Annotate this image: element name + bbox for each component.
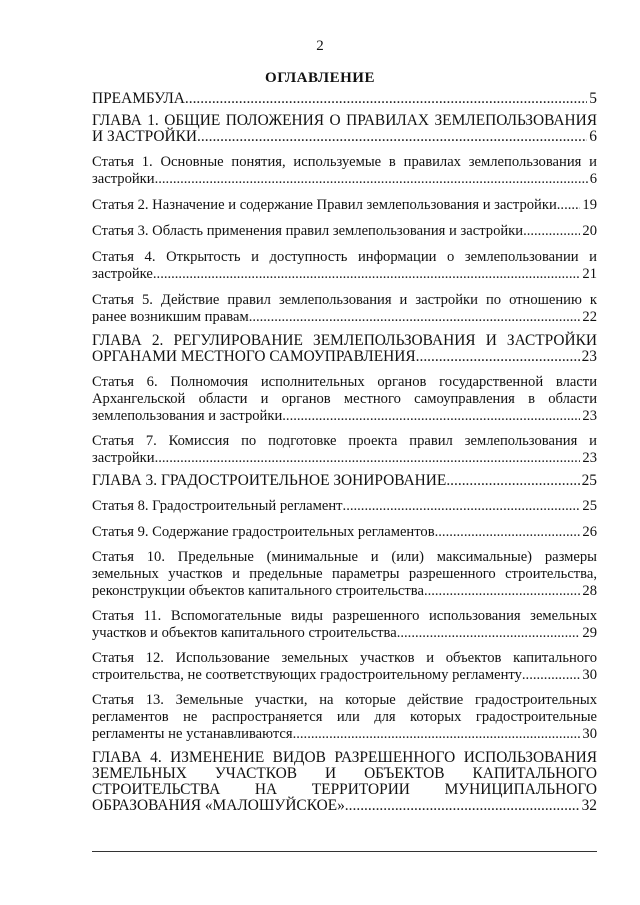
toc-chapter-entry[interactable] [92,333,597,365]
toc-dot-leader [282,408,580,425]
toc-entry-title: застройки [92,171,155,187]
toc-entry-title: землепользования и застройки [92,408,283,424]
toc-page-number: 21 [582,266,597,282]
toc-article-entry[interactable] [92,249,597,283]
toc-article-entry[interactable] [92,223,597,240]
toc-page-number: 6 [589,171,597,187]
toc-entry-title: Статья 9. Содержание градостроительных регламентов [92,524,435,540]
toc-entry-text-line: ГЛАВА 4. ИЗМЕНЕНИЕ ВИДОВ РАЗРЕШЕННОГО ИСПОЛЬЗОВАНИЯ [92,749,597,766]
toc-dot-leader [197,129,587,145]
toc-article-entry[interactable] [92,498,597,515]
toc-entry-leader-line [92,450,597,467]
toc-dot-leader [155,171,588,188]
toc-page-number: 28 [582,583,597,599]
toc-page-number: 32 [581,797,597,814]
toc-page-number: 30 [582,726,597,742]
toc-entry-leader-line [92,266,597,283]
toc-entry-text-line: ЗЕМЕЛЬНЫХ УЧАСТКОВ И ОБЪЕКТОВ КАПИТАЛЬНОГО [92,765,597,782]
page-number: 2 [316,38,324,54]
toc-entry-text-line: Статья 1. Основные понятия, используемые в правилах землепользования и [92,154,597,170]
toc-entry-text-line: земельных участков и предельные параметры разрешенного строительства, [92,566,597,582]
toc-entry-text-line: Статья 5. Действие правил землепользования и застройки по отношению к [92,292,597,308]
toc-entry-title: И ЗАСТРОЙКИ [92,128,198,145]
toc-article-entry[interactable] [92,197,597,214]
toc-dot-leader [153,266,581,283]
toc-entry-title: ОБРАЗОВАНИЯ «МАЛОШУЙСКОЕ» [92,797,345,814]
toc-entry-title: регламенты не устанавливаются [92,726,293,742]
toc-entry-leader-line [92,498,597,515]
toc-page-number: 5 [589,90,597,107]
toc-entry-leader-line [92,667,597,684]
toc-entry-text-line: Статья 11. Вспомогательные виды разрешенного использования земельных [92,608,597,624]
toc-article-entry[interactable] [92,549,597,600]
toc-article-entry[interactable] [92,154,597,188]
toc-dot-leader [345,798,580,814]
toc-entry-leader-line [92,583,597,600]
toc-entry-text-line: Статья 4. Открытость и доступность информации о землепользовании и [92,249,597,265]
toc-entry-title: застройки [92,450,155,466]
toc-dot-leader [343,498,581,515]
toc-entry-title: ОРГАНАМИ МЕСТНОГО САМОУПРАВЛЕНИЯ [92,348,416,365]
toc-entry-title: ПРЕАМБУЛА [92,90,185,107]
table-of-contents [92,91,597,814]
toc-entry-text-line: Статья 12. Использование земельных участков и объектов капитального [92,650,597,666]
toc-entry-text-line: Статья 6. Полномочия исполнительных органов государственной власти [92,374,597,390]
toc-entry-leader-line [92,223,597,240]
toc-article-entry[interactable] [92,433,597,467]
toc-dot-leader [557,197,581,214]
toc-entry-leader-line [92,524,597,541]
toc-page-number: 25 [581,472,597,489]
toc-chapter-entry[interactable] [92,91,597,107]
toc-page-number: 20 [582,223,597,239]
toc-article-entry[interactable] [92,692,597,743]
toc-page-number: 22 [582,309,597,325]
toc-dot-leader [249,309,581,326]
toc-entry-title: застройке [92,266,153,282]
toc-dot-leader [424,583,580,600]
toc-page-number: 29 [582,625,597,641]
toc-entry-leader-line [92,408,597,425]
toc-entry-text-line: регламентов не распространяется или для которых градостроительные [92,709,597,725]
toc-entry-leader-line [92,625,597,642]
toc-entry-title: строительства, не соответствующих градостроительному регламенту [92,667,522,683]
toc-entry-text-line: Статья 7. Комиссия по подготовке проекта правил землепользования и [92,433,597,449]
toc-page-number: 25 [582,498,597,514]
toc-entry-leader-line [92,798,597,814]
toc-article-entry[interactable] [92,650,597,684]
toc-page-number: 23 [581,348,597,365]
toc-entry-text-line: ГЛАВА 1. ОБЩИЕ ПОЛОЖЕНИЯ О ПРАВИЛАХ ЗЕМЛЕПОЛЬЗОВАНИЯ [92,112,597,129]
toc-entry-text-line: Архангельской области и органов местного самоуправления в области [92,391,597,407]
toc-entry-leader-line [92,349,597,365]
toc-dot-leader [397,625,581,642]
toc-page-number: 6 [589,128,597,145]
toc-chapter-entry[interactable] [92,113,597,145]
toc-chapter-entry[interactable] [92,473,597,489]
toc-entry-title: Статья 8. Градостроительный регламент [92,498,343,514]
toc-entry-leader-line [92,473,597,489]
toc-dot-leader [293,726,581,743]
toc-dot-leader [522,667,581,684]
toc-article-entry[interactable] [92,292,597,326]
toc-dot-leader [416,349,580,365]
toc-dot-leader [435,524,581,541]
toc-entry-title: Статья 2. Назначение и содержание Правил землепользования и застройки [92,197,557,213]
toc-dot-leader [523,223,580,240]
toc-page-number: 23 [582,450,597,466]
toc-page-number: 19 [582,197,597,213]
toc-dot-leader [155,450,581,467]
toc-page-number: 30 [582,667,597,683]
toc-entry-text-line: Статья 10. Предельные (минимальные и (или) максимальные) размеры [92,549,597,565]
toc-entry-title: ранее возникшим правам [92,309,249,325]
toc-entry-title: реконструкции объектов капитального строительства [92,583,424,599]
footer-divider [92,851,597,852]
toc-entry-leader-line [92,726,597,743]
toc-entry-title: ГЛАВА 3. ГРАДОСТРОИТЕЛЬНОЕ ЗОНИРОВАНИЕ [92,472,447,489]
toc-title: ОГЛАВЛЕНИЕ [265,70,375,86]
toc-article-entry[interactable] [92,374,597,425]
toc-entry-title: участков и объектов капитального строительства [92,625,397,641]
toc-entry-leader-line [92,309,597,326]
toc-page-number: 23 [582,408,597,424]
toc-entry-leader-line [92,171,597,188]
toc-page-number: 26 [582,524,597,540]
toc-entry-leader-line [92,91,597,107]
toc-dot-leader [446,473,579,489]
toc-dot-leader [185,91,587,107]
toc-entry-title: Статья 3. Область применения правил землепользования и застройки [92,223,524,239]
toc-entry-text-line: СТРОИТЕЛЬСТВА НА ТЕРРИТОРИИ МУНИЦИПАЛЬНОГО [92,781,597,798]
toc-article-entry[interactable] [92,608,597,642]
toc-article-entry[interactable] [92,524,597,541]
toc-entry-text-line: ГЛАВА 2. РЕГУЛИРОВАНИЕ ЗЕМЛЕПОЛЬЗОВАНИЯ И ЗАСТРОЙКИ [92,332,597,349]
toc-entry-text-line: Статья 13. Земельные участки, на которые действие градостроительных [92,692,597,708]
toc-entry-leader-line [92,197,597,214]
toc-chapter-entry[interactable] [92,750,597,814]
toc-entry-leader-line [92,129,597,145]
